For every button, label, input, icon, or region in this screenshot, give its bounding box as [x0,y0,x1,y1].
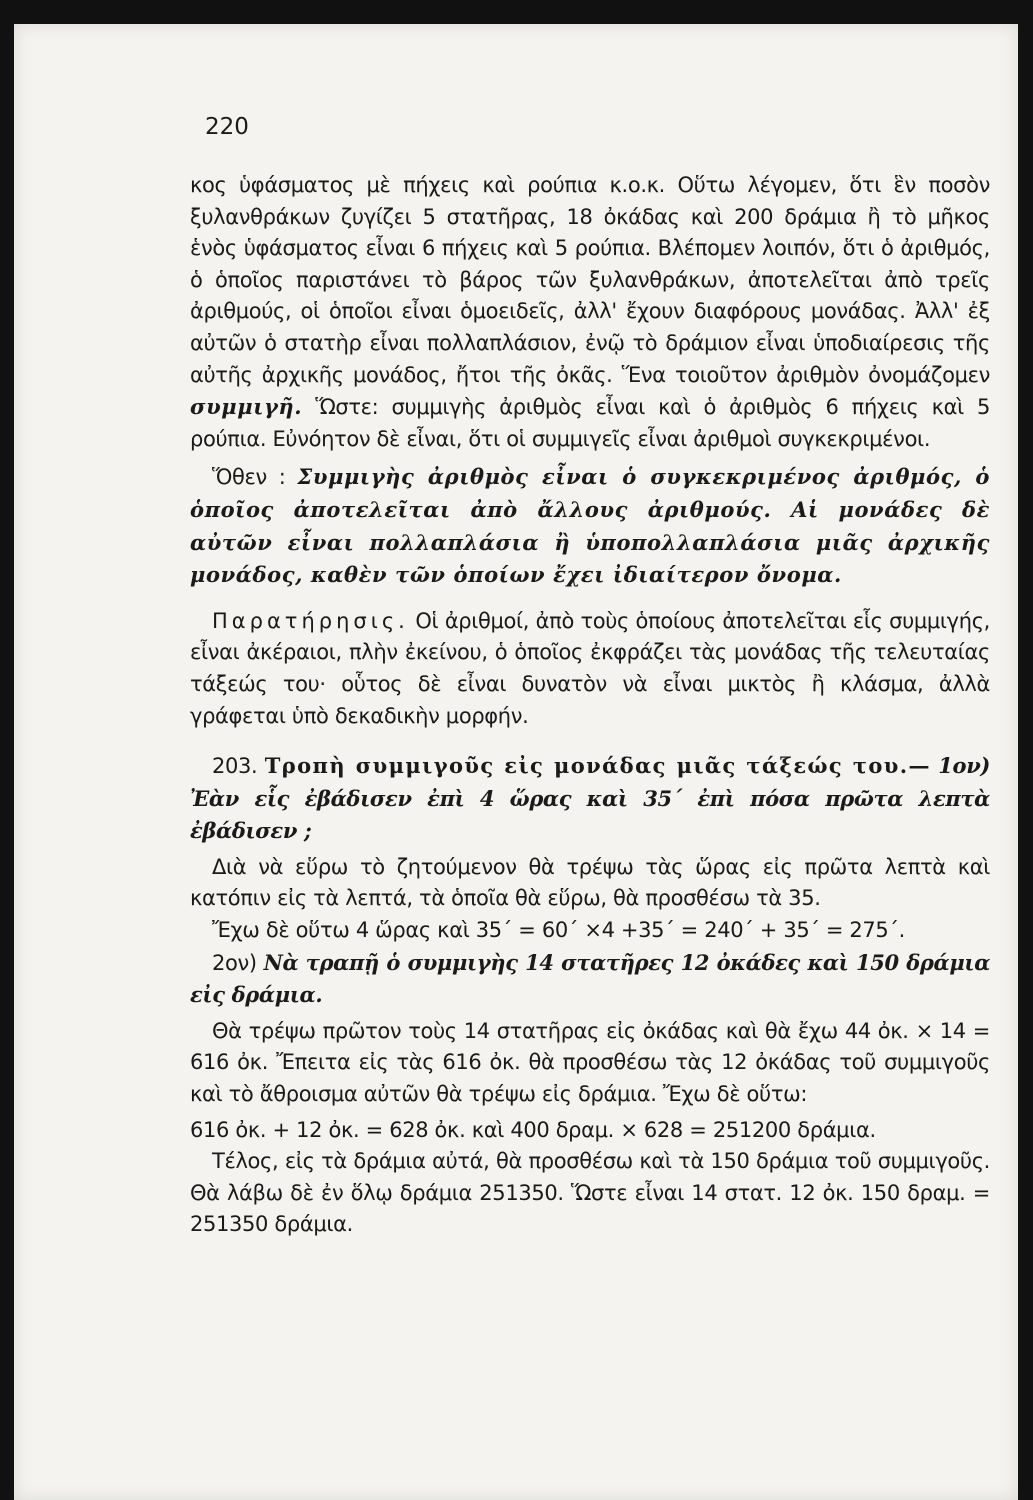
problem-2-paragraph [190,947,990,1012]
definition-text: Συμμιγὴς ἀριθμὸς εἶναι ὁ συγκεκριμένος ἀριθμός, ὁ ὁποῖος ἀποτελεῖται ἀπὸ ἄλλους ἀριθμούς. Αἱ μονάδες δὲ αὐτῶν εἶναι πολλαπλάσια ἢ ὑποπολλαπλάσια μιᾶς ἀρχικῆς μονάδος, καθὲν τῶν ὁποίων ἔχει ἰδιαίτερον ὄνομα. [190,464,990,588]
observation-label: Παρατήρησις. [212,608,409,633]
problem-1: 1ον) Ἐὰν εἷς ἐβάδισεν ἐπὶ 4 ὥρας καὶ 35΄ ἐπὶ πόσα πρῶτα λεπτὰ ἐβάδισεν ; [190,753,991,844]
observation-text: Οἱ ἀριθμοί, ἀπὸ τοὺς ὁποίους ἀποτελεῖται εἷς συμμιγής, εἶναι ἀκέραιοι, πλὴν ἐκείνου, ὁ ὁποῖος ἐκφράζει τὰς μονάδας τῆς τελευταίας τάξεώς του· οὗτος δὲ εἶναι δυνατὸν νὰ εἶναι μικτὸς ἢ κλάσμα, ἀλλὰ γράφεται ὑπὸ δεκαδικὴν μορφήν. [190,608,991,728]
problem-2: Νὰ τραπῇ ὁ συμμιγὴς 14 στατῆρες 12 ὀκάδες καὶ 150 δράμια εἰς δράμια. [190,949,991,1008]
calculation-1: Ἔχω δὲ οὕτω 4 ὥρας καὶ 35΄ = 60΄ ×4 +35΄ = 240΄ + 35΄ = 275΄. [212,918,905,943]
page-body [190,170,990,1241]
intro-text: κος ὑφάσματος μὲ πήχεις καὶ ρούπια κ.ο.κ. Οὕτω λέγομεν, ὅτι ἓν ποσὸν ξυλανθράκων ζυγίζει 5 στατῆρας, 18 ὀκάδας καὶ 200 δράμια ἢ τὸ μῆκος ἑνὸς ὑφάσματος εἶναι 6 πήχεις καὶ 5 ρούπια. Βλέπομεν λοιπόν, ὅτι ὁ ἀριθμός, ὁ ὁποῖος παριστάνει τὸ βάρος τῶν ξυλανθράκων, ἀποτελεῖται ἀπὸ τρεῖς ἀριθμούς, οἱ ὁποῖοι εἶναι ὁμοειδεῖς, ἀλλ' ἔχουν διαφόρους μονάδας. Ἀλλ' ἐξ αὐτῶν ὁ στατὴρ εἶναι πολλαπλάσιον, ἐνῷ τὸ δράμιον εἶναι ὑποδιαίρεσις τῆς αὐτῆς ἀρχικῆς μονάδος, ἤτοι τῆς ὀκᾶς. Ἕνα τοιοῦτον ἀριθμὸν ὀνομάζομεν [190,173,990,387]
intro-term: συμμιγῆ. [190,394,303,420]
solution-1: Διὰ νὰ εὕρω τὸ ζητούμενον θὰ τρέψω τὰς ὥρας εἰς πρῶτα λεπτὰ καὶ κατόπιν εἰς τὰ λεπτά, τὰ ὁποῖα θὰ εὕρω, θὰ προσθέσω τὰ 35. [190,854,990,911]
section-number: 203. [212,754,258,779]
solution-3: Τέλος, εἰς τὰ δράμια αὐτά, θὰ προσθέσω καὶ τὰ 150 δράμια τοῦ συμμιγοῦς. Θὰ λάβω δὲ ἐν ὅλῳ δράμια 251350. Ὥστε εἶναι 14 στατ. 12 ὀκ. 150 δραμ. = 251350 δράμια. [190,1149,990,1237]
solution-2: Θὰ τρέψω πρῶτον τοὺς 14 στατῆρας εἰς ὀκάδας καὶ θὰ ἔχω 44 ὀκ. × 14 = 616 ὀκ. Ἔπειτα εἰς τὰς 616 ὀκ. θὰ προσθέσω τὰς 12 ὀκάδας τοῦ συμμιγοῦς καὶ τὸ ἄθροισμα αὐτῶν θὰ τρέψω εἰς δράμια. Ἔχω δὲ οὕτω: [190,1018,990,1107]
problem-2-number: 2ον) [212,950,257,975]
paragraph-intro [190,170,990,455]
section-heading-paragraph [190,750,990,848]
section-title: Τροπὴ συμμιγοῦς εἰς μονάδας μιᾶς τάξεώς του.— [264,753,931,779]
observation-paragraph [190,606,990,732]
intro-conclusion: Ὥστε: συμμιγὴς ἀριθμὸς εἶναι καὶ ὁ ἀριθμὸς 6 πήχεις καὶ 5 ρούπια. Εὐνόητον δὲ εἶναι, ὅτι οἱ συμμιγεῖς εἶναι ἀριθμοὶ συγκεκριμένοι. [190,395,991,451]
definition-paragraph [190,461,990,591]
calculation-2: 616 ὀκ. + 12 ὀκ. = 628 ὀκ. καὶ 400 δραμ. × 628 = 251200 δράμια. [190,1117,876,1142]
page-number: 220 [205,114,249,140]
definition-lead: Ὅθεν : [212,465,286,490]
